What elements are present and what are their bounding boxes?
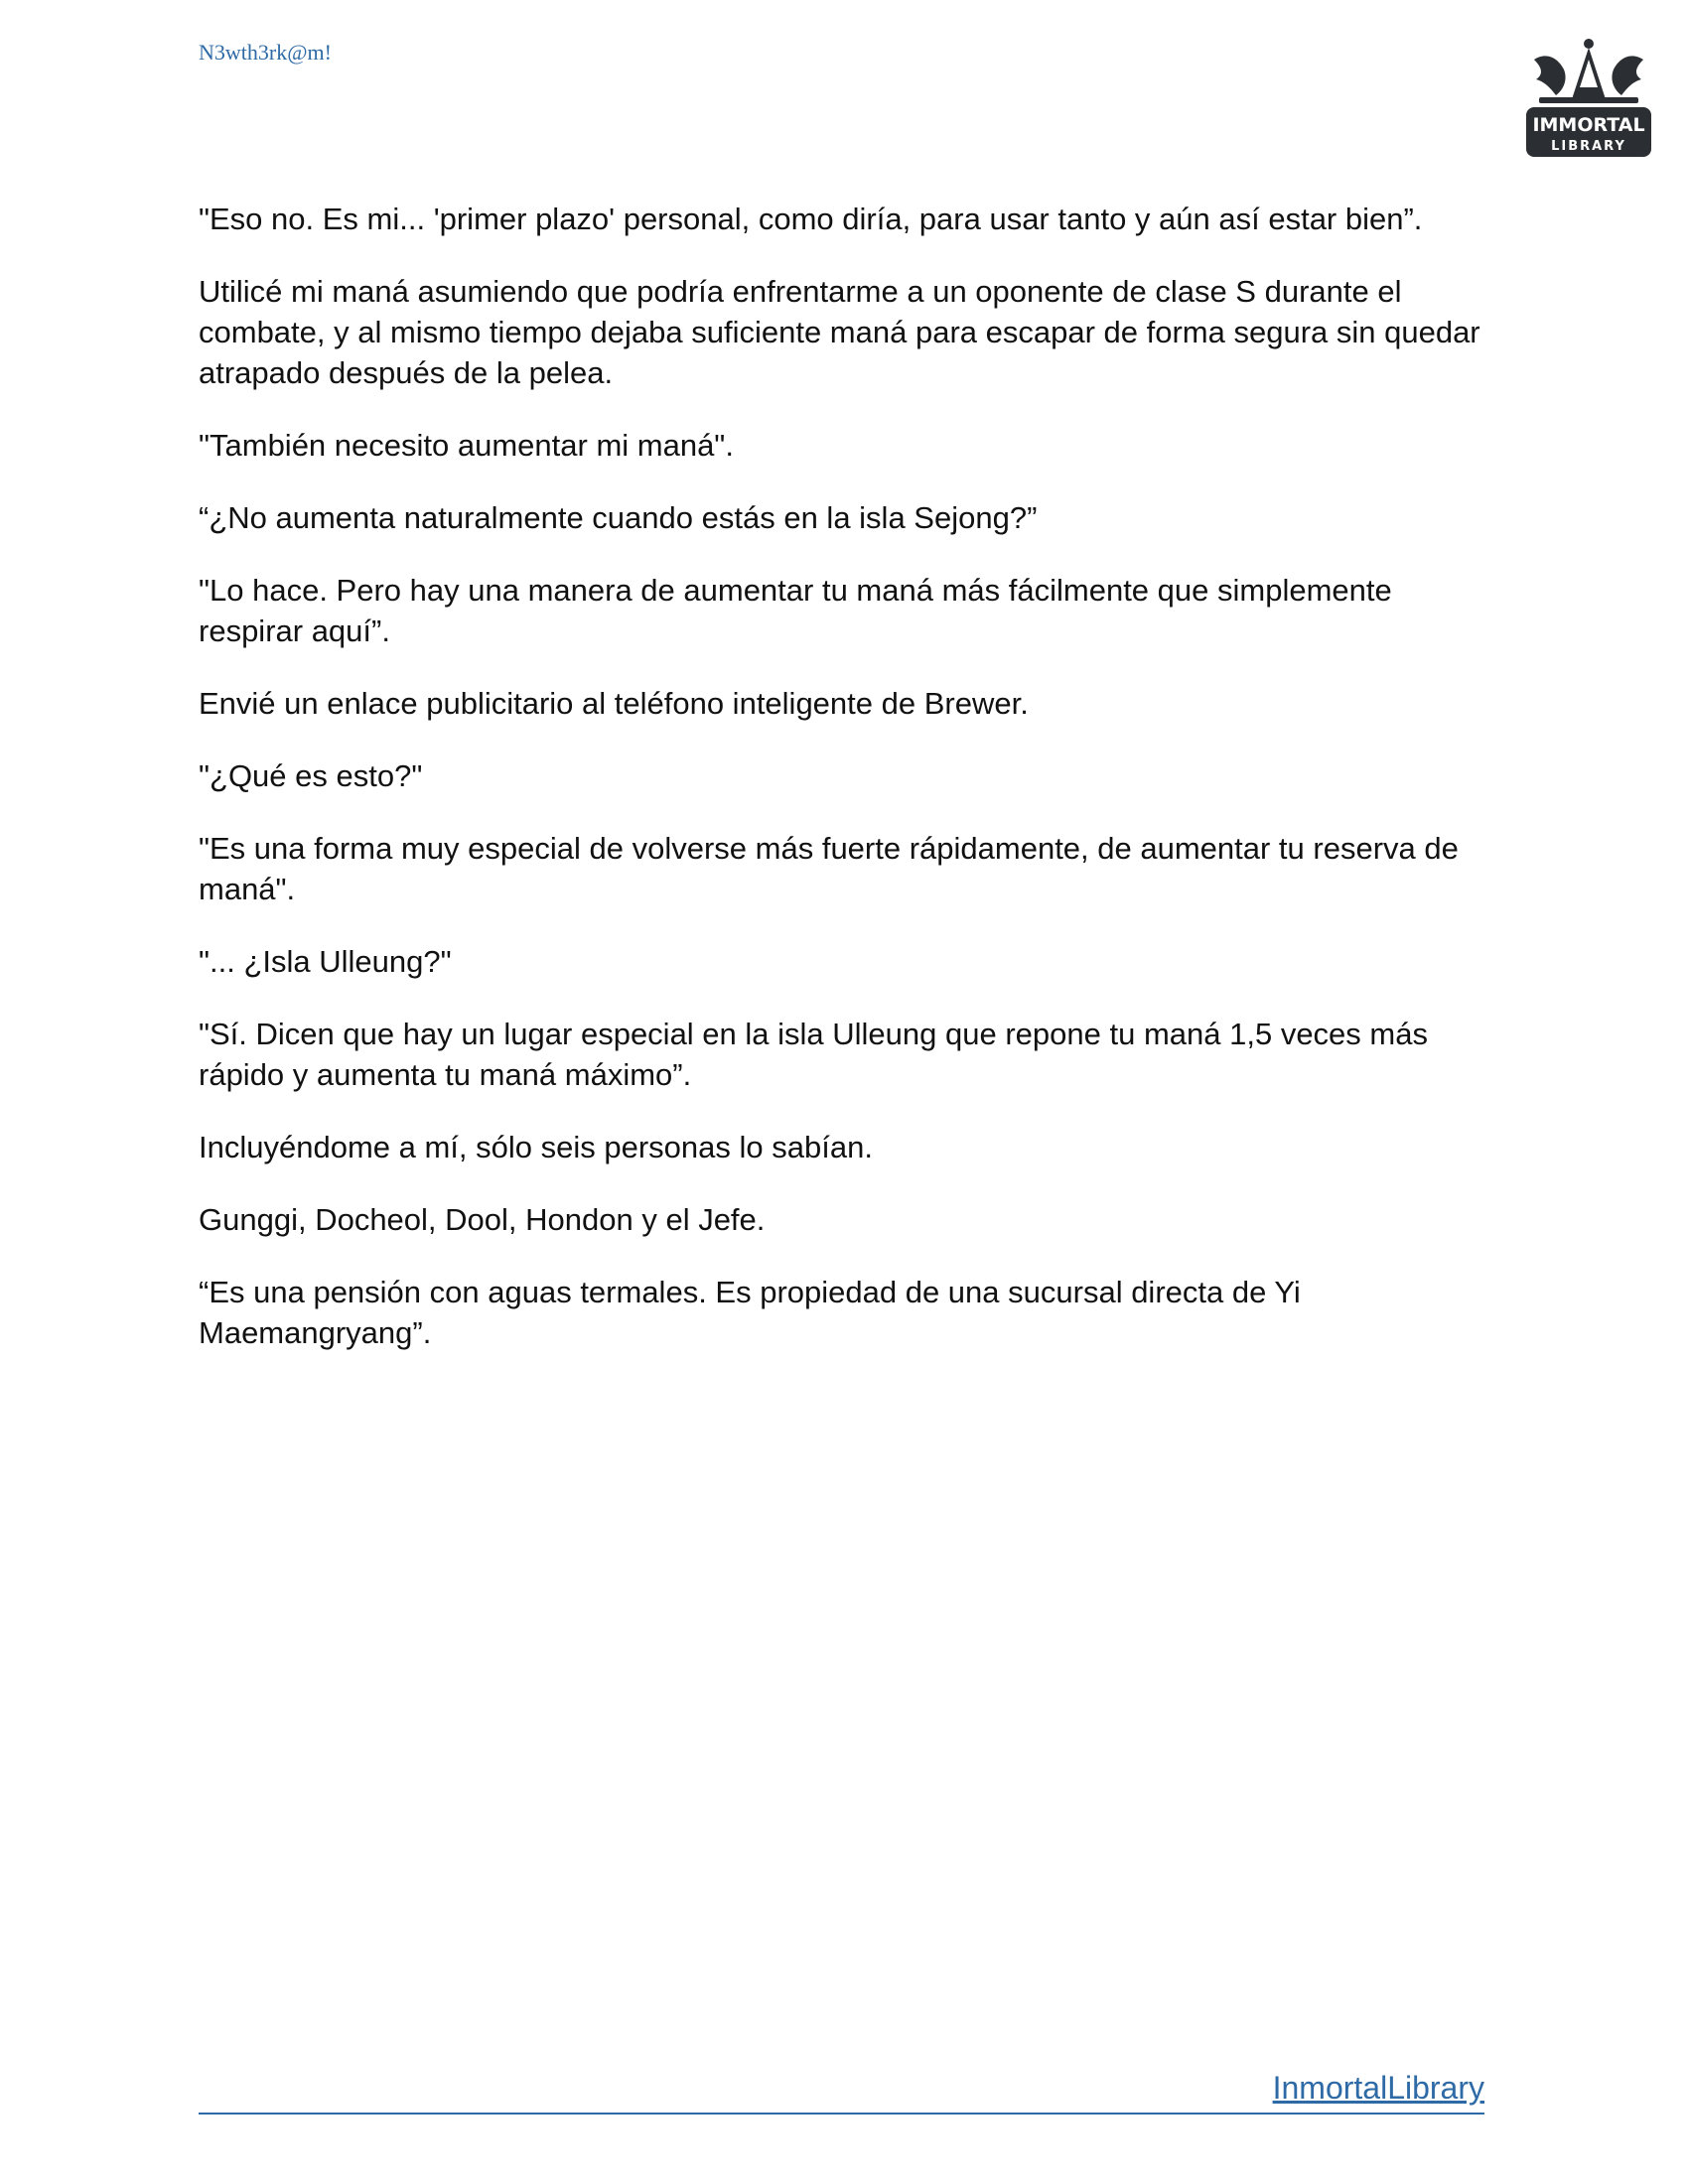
paragraph: "Sí. Dicen que hay un lugar especial en la isla Ulleung que repone tu maná 1,5 veces más rápido y aumenta tu maná máximo”. xyxy=(199,1017,1428,1092)
logo-text-line2: LIBRARY xyxy=(1551,139,1626,154)
paragraph: Incluyéndome a mí, sólo seis personas lo sabían. xyxy=(199,1130,873,1164)
paragraph: "¿Qué es esto?" xyxy=(199,758,423,793)
paragraph: "Eso no. Es mi... 'primer plazo' personal, como diría, para usar tanto y aún así estar bien”. xyxy=(199,202,1423,236)
paragraph: Utilicé mi maná asumiendo que podría enfrentarme a un oponente de clase S durante el combate, y al mismo tiempo dejaba suficiente maná para escapar de forma segura sin quedar atrapado después de la pelea. xyxy=(199,274,1480,390)
paragraph: Envié un enlace publicitario al teléfono inteligente de Brewer. xyxy=(199,686,1029,721)
immortal-library-logo xyxy=(1514,30,1663,169)
logo-text-line1: IMMORTAL xyxy=(1532,114,1645,136)
footer-link[interactable]: InmortalLibrary xyxy=(1272,2070,1484,2106)
paragraph: "También necesito aumentar mi maná". xyxy=(199,428,734,463)
paragraph: "Lo hace. Pero hay una manera de aumentar tu maná más fácilmente que simplemente respirar aquí”. xyxy=(199,573,1392,648)
paragraph: “¿No aumenta naturalmente cuando estás en la isla Sejong?” xyxy=(199,500,1038,535)
header-watermark-text: N3wth3rk@m! xyxy=(199,40,332,65)
footer xyxy=(199,2063,1484,2115)
dragon-emblem-icon xyxy=(1534,39,1643,103)
document-body xyxy=(199,199,1489,1385)
paragraph: "Es una forma muy especial de volverse más fuerte rápidamente, de aumentar tu reserva de maná". xyxy=(199,831,1459,906)
paragraph: “Es una pensión con aguas termales. Es propiedad de una sucursal directa de Yi Maemangryang”. xyxy=(199,1275,1301,1350)
paragraph: Gunggi, Docheol, Dool, Hondon y el Jefe. xyxy=(199,1202,766,1237)
paragraph: "... ¿Isla Ulleung?" xyxy=(199,944,452,979)
